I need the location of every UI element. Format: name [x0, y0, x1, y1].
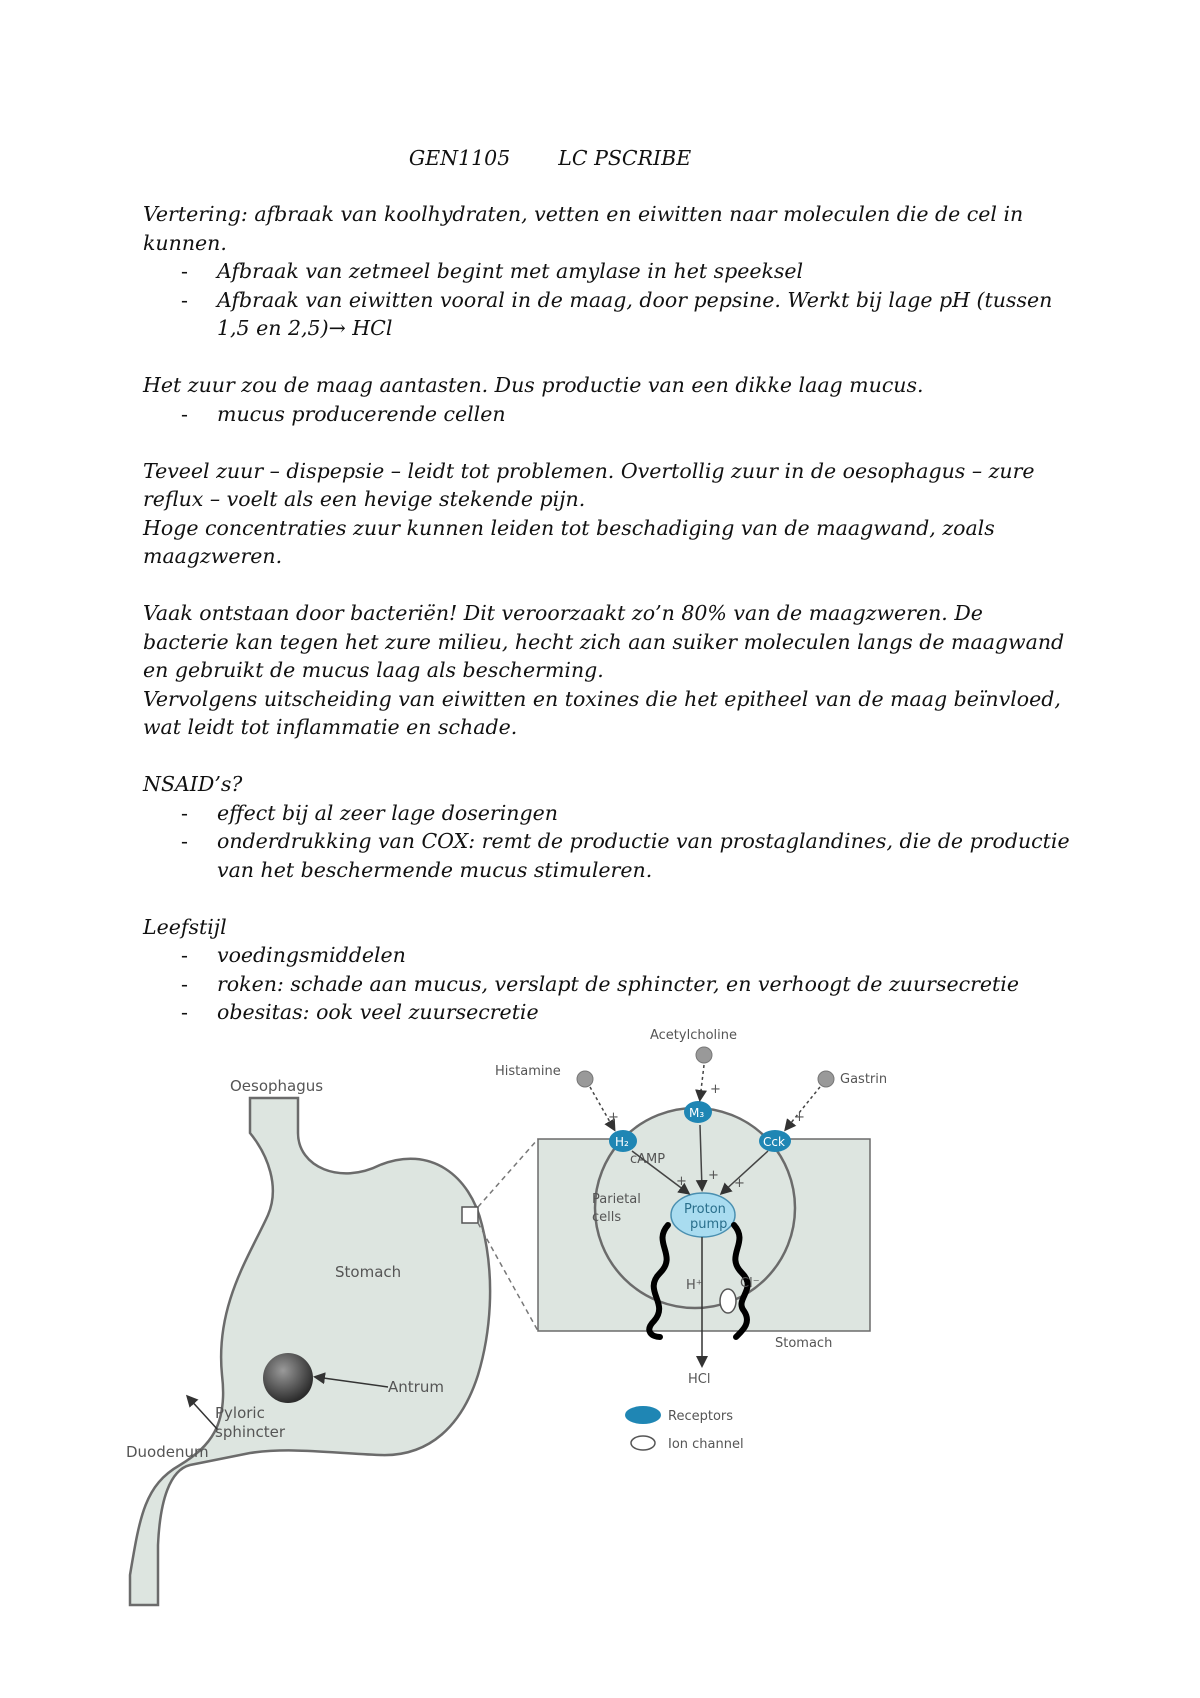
h-ion-label: H⁺ — [686, 1278, 703, 1293]
histamine-molecule — [577, 1071, 593, 1087]
plus-sign: + — [608, 1110, 619, 1125]
acetylcholine-label: Acetylcholine — [650, 1028, 738, 1043]
list-item: - mucus producerende cellen — [143, 400, 1073, 429]
legend-receptors-label: Receptors — [668, 1409, 734, 1424]
lifestyle-heading: Leefstijl — [143, 914, 227, 939]
acid-list — [143, 400, 1073, 429]
plus-sign: + — [710, 1082, 721, 1097]
nsaid-list — [143, 799, 1073, 885]
stomach-shape — [130, 1098, 490, 1605]
list-item: - Afbraak van zetmeel begint met amylase in het speeksel — [143, 257, 1073, 286]
cells-label: cells — [592, 1210, 622, 1225]
legend-ion-channel-swatch — [631, 1436, 655, 1450]
page-header — [0, 144, 1100, 173]
stomach-lumen-label: Stomach — [775, 1336, 833, 1351]
high-concentration-paragraph: Hoge concentraties zuur kunnen leiden tot beschadiging van de maagwand, zoals maagzweren. — [143, 515, 995, 568]
legend-receptor-swatch — [625, 1406, 661, 1424]
duodenum-label: Duodenum — [126, 1443, 209, 1461]
gastrin-molecule — [818, 1071, 834, 1087]
antrum-shape — [263, 1353, 313, 1403]
plus-sign: + — [676, 1174, 687, 1189]
course-code: GEN1105 — [408, 146, 511, 170]
sphincter-label: sphincter — [215, 1423, 286, 1441]
cl-ion-label: Cl⁻ — [740, 1276, 760, 1291]
too-much-acid-paragraph: Teveel zuur – dispepsie – leidt tot problemen. Overtollig zuur in de oesophagus – zure reflux – voelt als een hevige stekende pijn. — [143, 458, 1035, 511]
ion-channel — [720, 1289, 736, 1313]
hcl-label: HCl — [688, 1372, 711, 1387]
plus-sign: + — [794, 1110, 805, 1125]
cck-label: Cck — [763, 1135, 785, 1149]
list-item: - roken: schade aan mucus, verslapt de sphincter, en verhoogt de zuursecretie — [143, 970, 1073, 999]
plus-sign: + — [708, 1168, 719, 1183]
lifestyle-list — [143, 941, 1073, 1027]
intro-list — [143, 257, 1073, 343]
histamine-label: Histamine — [495, 1064, 561, 1079]
list-item: - onderdrukking van COX: remt de productie van prostaglandines, die de productie van het beschermende mucus stimuleren. — [143, 827, 1073, 884]
list-item: - Afbraak van eiwitten vooral in de maag, door pepsine. Werkt bij lage pH (tussen 1,5 en 2,5)→ HCl — [143, 286, 1073, 343]
m3-label: M₃ — [689, 1106, 705, 1120]
proton-label: Proton — [684, 1202, 726, 1217]
bacteria-paragraph: Vaak ontstaan door bacteriën! Dit veroorzaakt zo’n 80% van de maagzweren. De bacterie kan tegen het zure milieu, hecht zich aan suiker moleculen langs de maagwand en gebruikt de mucus laag als bescherming. — [143, 601, 1065, 682]
nsaid-heading: NSAID’s? — [143, 772, 243, 796]
h2-label: H₂ — [615, 1135, 629, 1149]
acid-paragraph: Het zuur zou de maag aantasten. Dus productie van een dikke laag mucus. — [143, 373, 924, 397]
pump-label: pump — [690, 1217, 728, 1232]
pyloric-label: Pyloric — [215, 1404, 265, 1422]
list-item: - obesitas: ook veel zuursecretie — [143, 998, 1073, 1027]
zoom-box — [462, 1207, 478, 1223]
stomach-acid-diagram — [126, 1028, 990, 1615]
camp-label: cAMP — [630, 1152, 666, 1167]
author: LC PSCRIBE — [558, 146, 692, 170]
acetylcholine-molecule — [696, 1047, 712, 1063]
antrum-label: Antrum — [388, 1378, 444, 1396]
parietal-label: Parietal — [592, 1192, 641, 1207]
stomach-label: Stomach — [335, 1263, 402, 1281]
gastrin-label: Gastrin — [840, 1072, 888, 1087]
legend-ion-channel-label: Ion channel — [668, 1437, 744, 1452]
note-body — [143, 200, 1073, 1027]
list-item: - effect bij al zeer lage doseringen — [143, 799, 1073, 828]
plus-sign: + — [734, 1176, 745, 1191]
toxins-paragraph: Vervolgens uitscheiding van eiwitten en toxines die het epitheel van de maag beïnvloed, wat leidt tot inflammatie en schade. — [143, 686, 1061, 739]
list-item: - voedingsmiddelen — [143, 941, 1073, 970]
intro-paragraph: Vertering: afbraak van koolhydraten, vetten en eiwitten naar moleculen die de cel in kunnen. — [143, 202, 1024, 255]
oesophagus-label: Oesophagus — [230, 1077, 324, 1095]
